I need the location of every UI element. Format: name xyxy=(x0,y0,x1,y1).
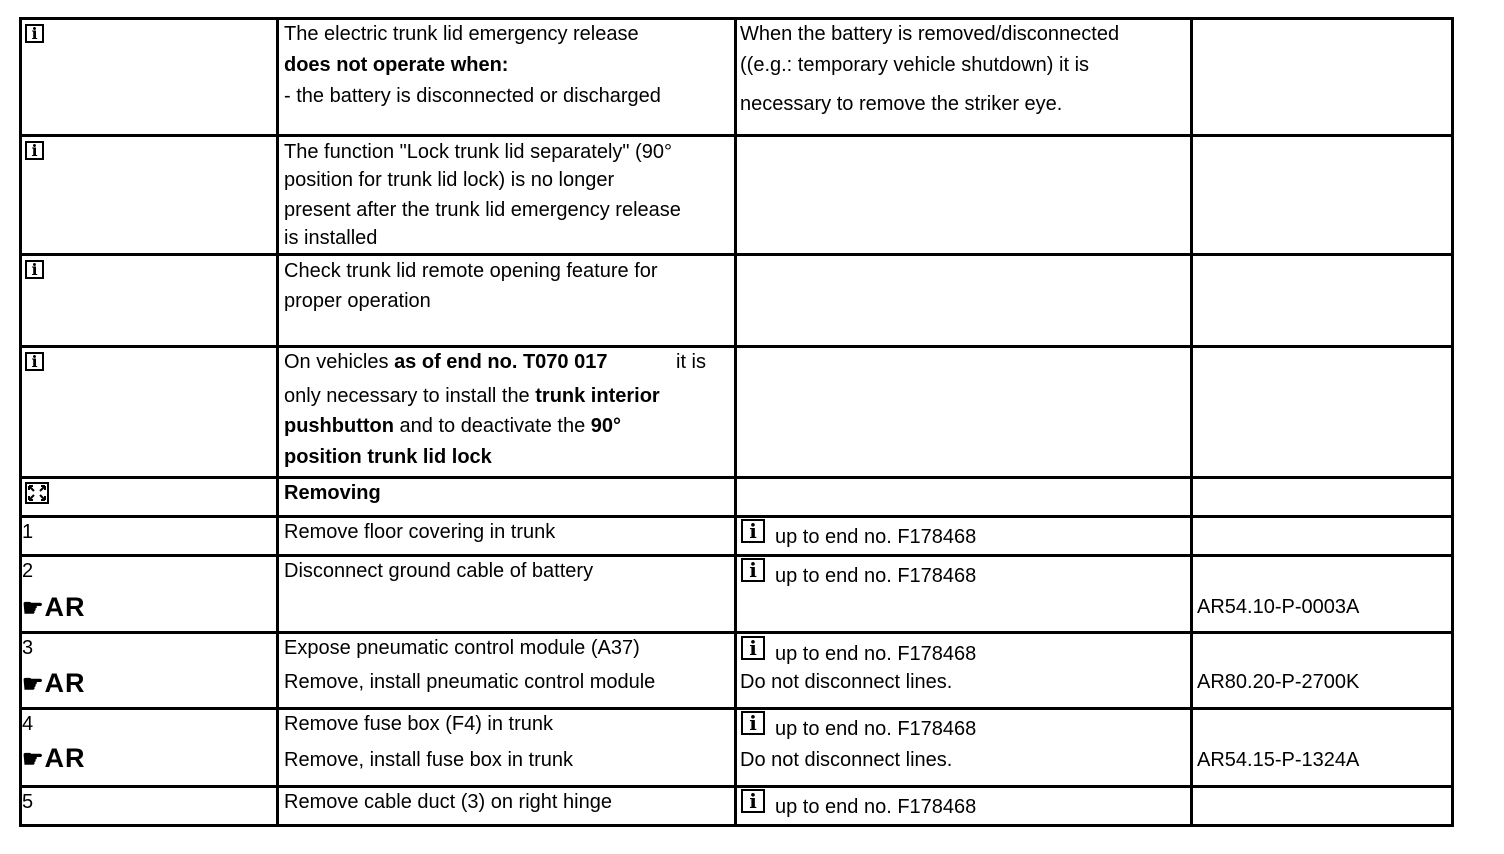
info-icon: i xyxy=(741,636,765,660)
info-icon: i xyxy=(741,558,765,582)
row1-text: The electric trunk lid emergency release xyxy=(284,23,639,45)
step-note: up to end no. F178468 xyxy=(775,718,977,740)
row2-line-4: is installed xyxy=(284,227,378,249)
row2-line-1: The function "Lock trunk lid separately" (90° xyxy=(284,141,672,163)
row2-line-2: position for trunk lid lock) is no longer xyxy=(284,169,615,191)
step-number: 1 xyxy=(22,521,34,543)
row1-text-bold: does not operate when: xyxy=(284,54,509,76)
grid-line xyxy=(1451,18,1454,827)
step-text: Remove floor covering in trunk xyxy=(284,521,556,543)
section-heading: Removing xyxy=(284,482,381,504)
info-icon: i xyxy=(25,24,44,43)
step-text-2: Remove, install pneumatic control module xyxy=(284,671,656,693)
ar-reference-link[interactable]: AR54.10-P-0003A xyxy=(1197,596,1360,618)
info-icon: i xyxy=(741,711,765,735)
step-number: 2 xyxy=(22,560,34,582)
step-number: 3 xyxy=(22,637,34,659)
step-note: up to end no. F178468 xyxy=(775,565,977,587)
step-number: 5 xyxy=(22,791,34,813)
hand-pointer-ar-icon[interactable]: ☛AR xyxy=(22,668,86,698)
step-note: up to end no. F178468 xyxy=(775,526,977,548)
info-icon: i xyxy=(25,352,44,371)
grid-line xyxy=(19,18,22,827)
grid-line xyxy=(276,18,279,827)
row1-note-2: ((e.g.: temporary vehicle shutdown) it is xyxy=(740,54,1090,76)
row1-note-1: When the battery is removed/disconnected xyxy=(740,23,1120,45)
row4-line-2: only necessary to install the trunk interior xyxy=(284,385,660,407)
row2-line-3: present after the trunk lid emergency release xyxy=(284,199,681,221)
row4-line-1: On vehicles as of end no. T070 017 xyxy=(284,351,608,373)
info-icon: i xyxy=(741,519,765,543)
step-text: Remove fuse box (F4) in trunk xyxy=(284,713,553,735)
row1-note-3: necessary to remove the striker eye. xyxy=(740,93,1063,115)
info-icon: i xyxy=(25,260,44,279)
row4-line-4: position trunk lid lock xyxy=(284,446,492,468)
step-note-2: Do not disconnect lines. xyxy=(740,671,953,693)
step-text: Expose pneumatic control module (A37) xyxy=(284,637,640,659)
row3-line-2: proper operation xyxy=(284,290,431,312)
step-note: up to end no. F178468 xyxy=(775,643,977,665)
ar-reference-link[interactable]: AR54.15-P-1324A xyxy=(1197,749,1360,771)
step-number: 4 xyxy=(22,713,34,735)
step-text: Remove cable duct (3) on right hinge xyxy=(284,791,612,813)
hand-pointer-ar-icon[interactable]: ☛AR xyxy=(22,592,86,622)
row3-line-1: Check trunk lid remote opening feature for xyxy=(284,260,658,282)
row1-text-tail: - the battery is disconnected or discharged xyxy=(284,85,661,107)
hand-pointer-ar-icon[interactable]: ☛AR xyxy=(22,743,86,773)
step-note-2: Do not disconnect lines. xyxy=(740,749,953,771)
grid-line xyxy=(734,18,737,827)
step-note: up to end no. F178468 xyxy=(775,796,977,818)
row4-line-3: pushbutton and to deactivate the 90° xyxy=(284,415,622,437)
info-icon: i xyxy=(25,141,44,160)
ar-reference-link[interactable]: AR80.20-P-2700K xyxy=(1197,671,1360,693)
info-icon: i xyxy=(741,789,765,813)
step-text: Disconnect ground cable of battery xyxy=(284,560,594,582)
step-text-2: Remove, install fuse box in trunk xyxy=(284,749,574,771)
expand-icon xyxy=(25,482,49,504)
row4-line-1-tail: it is xyxy=(676,351,706,373)
grid-line xyxy=(1190,18,1193,827)
